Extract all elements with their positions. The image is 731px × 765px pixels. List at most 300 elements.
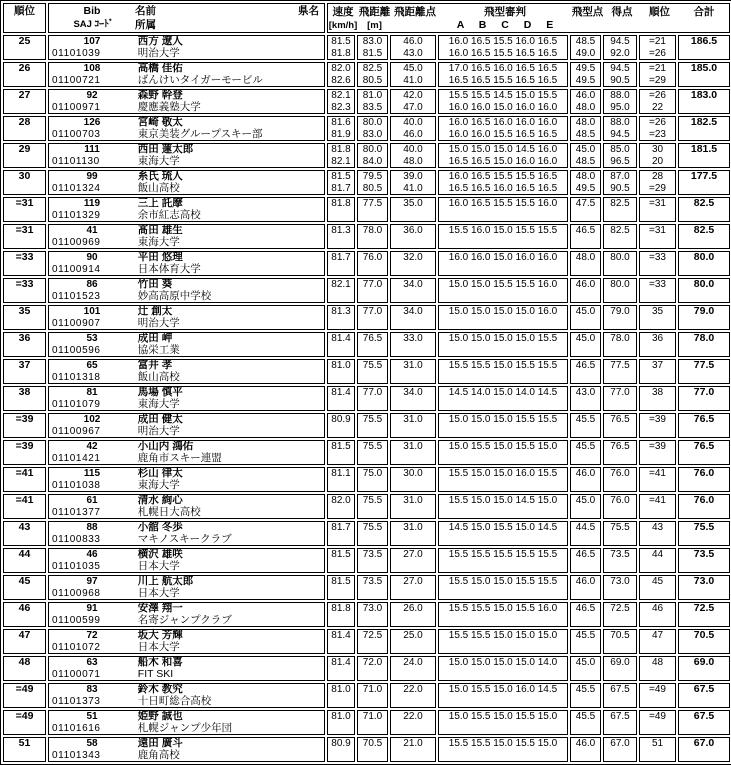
athlete-cell: [48, 521, 325, 546]
distance-jump2: [358, 534, 387, 546]
style-points-jump2: [571, 561, 600, 573]
judges-cell: [438, 413, 568, 438]
speed-cell: [327, 62, 355, 87]
speed-jump2: [328, 372, 354, 384]
distance-points-jump2: [391, 642, 435, 654]
style-points-cell: [570, 629, 601, 654]
points-jump2: [604, 372, 636, 384]
rank-cell: [3, 629, 46, 654]
rank2-cell: [639, 170, 676, 195]
speed-jump2: [328, 318, 354, 330]
col-total-label: 合計: [693, 5, 715, 18]
jump-rank-jump1: =21: [649, 63, 666, 74]
style-points-jump1: 44.5: [575, 522, 596, 533]
points-cell: [603, 251, 637, 276]
rank2-cell: [639, 548, 676, 573]
bib-number: 107: [83, 36, 101, 47]
judge-scores-jump2: 16.5 16.5 15.0 16.0 16.0: [448, 155, 558, 167]
distance-cell: [357, 710, 388, 735]
jump-rank-jump1: =31: [649, 225, 666, 236]
style-points-jump2: 48.0: [575, 101, 596, 113]
speed-jump2: [328, 480, 354, 492]
distance-points-jump1: 32.0: [403, 252, 423, 263]
total-cell: [678, 143, 730, 168]
athlete-name: 宮崎 敬太: [137, 116, 183, 128]
speed-jump2: 81.8: [331, 47, 351, 59]
affiliation: ばんけいタイガーモービル: [137, 73, 263, 86]
rank-value: 28: [18, 116, 31, 128]
speed-cell: [327, 413, 355, 438]
style-points-jump2: [571, 426, 600, 438]
style-points-jump1: 48.0: [575, 252, 596, 263]
jump-rank-jump2: =29: [649, 182, 666, 194]
points-jump2: 90.5: [610, 74, 630, 86]
athlete-name: 森野 幹登: [137, 89, 183, 101]
rank-value: 44: [18, 548, 31, 560]
distance-cell: [357, 548, 388, 573]
jump-rank-jump2: [640, 318, 675, 330]
total-points: 76.5: [693, 413, 715, 425]
athlete-cell: [48, 683, 325, 708]
jump-rank-jump2: [640, 237, 675, 249]
distance-points-jump2: 47.0: [403, 101, 423, 113]
points-jump1: 67.5: [610, 711, 630, 722]
distance-points-jump2: [391, 426, 435, 438]
distance-jump2: [358, 588, 387, 600]
speed-jump1: 81.4: [331, 387, 351, 398]
total-cell: [678, 629, 730, 654]
distance-jump1: 76.0: [362, 252, 383, 263]
athlete-cell: [48, 278, 325, 303]
distance-jump2: [358, 507, 387, 519]
points-cell: [603, 737, 637, 762]
points-cell: [603, 602, 637, 627]
points-cell: [603, 575, 637, 600]
judges-cell: [438, 116, 568, 141]
affiliation: 飯山高校: [137, 181, 180, 194]
judge-scores-jump2: [439, 291, 567, 303]
rank2-cell: [639, 737, 676, 762]
speed-jump2: [328, 642, 354, 654]
distance-jump1: 75.5: [362, 522, 383, 533]
jump-rank-jump2: [640, 642, 675, 654]
affiliation: 名寄ジャンプクラブ: [137, 613, 232, 626]
jump-rank-jump1: 48: [651, 657, 664, 668]
jump-rank-jump1: 45: [651, 576, 664, 587]
points-jump2: [604, 345, 636, 357]
distance-points-jump2: [391, 318, 435, 330]
bib-number: 42: [86, 441, 98, 452]
total-cell: [678, 170, 730, 195]
speed-jump2: [328, 453, 354, 465]
points-cell: [603, 332, 637, 357]
jump-rank-jump1: =33: [649, 279, 666, 290]
distance-cell: [357, 35, 388, 60]
speed-cell: [327, 629, 355, 654]
distance-points-jump2: 41.0: [403, 74, 423, 86]
distance-points-jump2: [391, 237, 435, 249]
style-points-cell: [570, 602, 601, 627]
speed-jump2: [328, 534, 354, 546]
distance-points-jump1: 21.0: [403, 738, 423, 749]
points-jump2: 92.0: [610, 47, 630, 59]
rank-value: 26: [18, 62, 31, 74]
distance-points-cell: [390, 521, 436, 546]
judge-scores-jump2: [439, 345, 567, 357]
jump-rank-jump1: 44: [651, 549, 664, 560]
result-row: [3, 737, 730, 762]
jump-rank-jump1: 46: [651, 603, 664, 614]
saj-code: 01101130: [52, 155, 100, 167]
bib-number: 51: [86, 711, 98, 722]
rank-cell: [3, 548, 46, 573]
total-points: 182.5: [690, 116, 718, 128]
total-points: 76.5: [693, 440, 715, 452]
distance-cell: [357, 359, 388, 384]
judge-scores-jump1: 17.0 16.5 16.0 16.5 16.5: [448, 63, 558, 74]
saj-code: 01100914: [52, 263, 101, 275]
distance-points-jump2: [391, 210, 435, 222]
result-row: [3, 683, 730, 708]
speed-cell: [327, 521, 355, 546]
style-points-cell: [570, 35, 601, 60]
athlete-name: 成田 岬: [137, 332, 173, 344]
style-points-jump1: 45.5: [575, 441, 596, 452]
speed-jump2: [328, 696, 354, 708]
rank2-cell: [639, 251, 676, 276]
athlete-cell: [48, 143, 325, 168]
style-points-jump1: 45.5: [575, 711, 596, 722]
judge-scores-jump2: 16.0 16.5 15.5 16.5 16.5: [448, 47, 558, 59]
total-cell: [678, 467, 730, 492]
judges-cell: [438, 332, 568, 357]
saj-code: 01100833: [52, 533, 101, 545]
rank-value: =49: [15, 710, 34, 722]
rank-value: 38: [18, 386, 31, 398]
judges-cell: [438, 89, 568, 114]
distance-jump2: [358, 210, 387, 222]
style-points-jump1: 46.0: [575, 576, 596, 587]
result-row: [3, 116, 730, 141]
speed-jump1: 82.1: [331, 279, 351, 290]
speed-jump2: 82.3: [331, 101, 351, 113]
style-points-cell: [570, 710, 601, 735]
athlete-cell: [48, 629, 325, 654]
total-points: 73.5: [693, 548, 715, 560]
rank2-cell: [639, 656, 676, 681]
bib-number: 111: [84, 144, 100, 155]
points-jump1: 94.5: [610, 36, 630, 47]
athlete-name: 横沢 雄咲: [137, 548, 183, 560]
total-points: 76.0: [693, 467, 715, 479]
total-cell: [678, 521, 730, 546]
rank2-cell: [639, 710, 676, 735]
col-bib-name-header: [48, 3, 325, 33]
distance-jump2: [358, 669, 387, 681]
bib-number: 83: [86, 684, 98, 695]
athlete-name: 高橋 佳佑: [137, 62, 183, 74]
affiliation: 札幌ジャンプ少年団: [137, 721, 233, 734]
speed-jump1: 81.5: [331, 171, 351, 182]
judge-scores-jump2: 16.5 16.5 15.5 16.5 16.5: [448, 74, 558, 86]
distance-points-jump2: 48.0: [403, 155, 423, 167]
distance-jump1: 71.0: [362, 684, 383, 695]
judge-scores-jump2: [439, 318, 567, 330]
distance-points-cell: [390, 575, 436, 600]
style-points-cell: [570, 521, 601, 546]
points-cell: [603, 170, 637, 195]
rank-value: 48: [18, 656, 31, 668]
speed-cell: [327, 89, 355, 114]
distance-points-jump1: 45.0: [403, 63, 423, 74]
speed-jump1: 81.7: [331, 252, 351, 263]
jump-rank-jump1: =21: [649, 36, 666, 47]
speed-jump1: 81.7: [331, 522, 351, 533]
distance-jump2: [358, 372, 387, 384]
distance-points-jump2: [391, 372, 435, 384]
rank-value: =31: [15, 197, 34, 209]
distance-jump2: [358, 615, 387, 627]
distance-points-cell: [390, 305, 436, 330]
judge-scores-jump2: [439, 642, 567, 654]
jump-rank-jump2: [640, 696, 675, 708]
saj-code: 01100967: [52, 425, 101, 437]
points-jump2: [604, 426, 636, 438]
judges-cell: [438, 224, 568, 249]
judge-scores-jump1: 15.5 15.0 15.0 16.0 15.5: [448, 468, 558, 479]
total-cell: [678, 278, 730, 303]
speed-jump2: 81.7: [331, 182, 351, 194]
distance-points-jump1: 27.0: [403, 549, 423, 560]
style-points-jump2: [571, 588, 600, 600]
rank-value: 47: [18, 629, 31, 641]
points-jump2: [604, 237, 636, 249]
rank-cell: [3, 143, 46, 168]
distance-jump2: 81.5: [362, 47, 383, 59]
rank-value: 45: [18, 575, 31, 587]
judge-scores-jump1: 15.0 15.0 15.0 15.0 16.0: [448, 306, 558, 317]
distance-points-jump1: 31.0: [403, 360, 423, 371]
speed-jump1: 81.3: [331, 306, 351, 317]
affiliation: 日本大学: [137, 640, 180, 653]
result-row: [3, 629, 730, 654]
style-points-jump2: [571, 345, 600, 357]
points-jump1: 88.0: [610, 117, 630, 128]
speed-cell: [327, 683, 355, 708]
points-jump1: 82.5: [610, 198, 630, 209]
speed-jump1: 81.5: [331, 36, 351, 47]
athlete-cell: [48, 170, 325, 195]
speed-jump1: 80.9: [331, 738, 351, 749]
rank-value: 46: [18, 602, 31, 614]
distance-points-cell: [390, 332, 436, 357]
points-jump1: 75.5: [610, 522, 630, 533]
rank2-cell: [639, 440, 676, 465]
distance-jump1: 79.5: [362, 171, 383, 182]
result-row: [3, 35, 730, 60]
distance-cell: [357, 197, 388, 222]
distance-jump2: [358, 237, 387, 249]
points-jump1: 73.0: [610, 576, 630, 587]
bib-number: 126: [83, 117, 101, 128]
athlete-cell: [48, 251, 325, 276]
distance-points-jump2: [391, 723, 435, 735]
distance-jump2: [358, 291, 387, 303]
rank-value: =39: [15, 440, 34, 452]
athlete-name: 糸氏 琉人: [137, 170, 183, 182]
rank-cell: [3, 575, 46, 600]
speed-cell: [327, 386, 355, 411]
judges-cell: [438, 386, 568, 411]
distance-cell: [357, 305, 388, 330]
judge-scores-jump2: [439, 210, 567, 222]
rank2-cell: [639, 521, 676, 546]
rank2-cell: [639, 116, 676, 141]
jump-rank-jump2: [640, 561, 675, 573]
distance-jump2: [358, 696, 387, 708]
distance-points-cell: [390, 143, 436, 168]
judge-scores-jump2: [439, 534, 567, 546]
distance-cell: [357, 143, 388, 168]
rank-value: =33: [15, 278, 34, 290]
speed-cell: [327, 656, 355, 681]
speed-jump2: [328, 588, 354, 600]
distance-points-jump1: 27.0: [403, 576, 423, 587]
points-jump2: [604, 453, 636, 465]
rank2-cell: [639, 278, 676, 303]
saj-code: 01101523: [52, 290, 101, 302]
style-points-jump1: 45.5: [575, 630, 596, 641]
distance-points-jump1: 31.0: [403, 441, 423, 452]
jump-rank-jump2: [640, 453, 675, 465]
col-rank-header: 順位: [3, 3, 46, 33]
style-points-jump1: 46.5: [575, 549, 596, 560]
speed-cell: [327, 710, 355, 735]
points-cell: [603, 656, 637, 681]
rank-value: 37: [18, 359, 31, 371]
points-cell: [603, 683, 637, 708]
saj-code: 01100721: [52, 74, 101, 86]
rank-cell: [3, 413, 46, 438]
judges-cell: [438, 494, 568, 519]
saj-code: 01101039: [52, 47, 101, 59]
style-points-jump2: [571, 210, 600, 222]
speed-jump2: [328, 615, 354, 627]
total-cell: [678, 359, 730, 384]
distance-jump2: [358, 480, 387, 492]
speed-jump2: 81.9: [331, 128, 351, 140]
judges-cell: [438, 710, 568, 735]
total-cell: [678, 197, 730, 222]
athlete-name: 富井 孝: [137, 359, 173, 371]
distance-jump2: [358, 561, 387, 573]
athlete-name: 清水 絢心: [137, 494, 183, 506]
athlete-cell: [48, 197, 325, 222]
jump-rank-jump2: [640, 210, 675, 222]
rank-value: 30: [18, 170, 31, 182]
speed-cell: [327, 251, 355, 276]
points-jump2: [604, 318, 636, 330]
judge-scores-jump2: [439, 696, 567, 708]
points-jump1: 80.0: [610, 252, 630, 263]
athlete-name: 竹田 葵: [137, 278, 173, 290]
rank-value: 29: [18, 143, 31, 155]
style-points-jump1: 47.5: [575, 198, 596, 209]
saj-code: 01101072: [52, 641, 101, 653]
jump-rank-jump2: [640, 399, 675, 411]
judges-cell: [438, 602, 568, 627]
affiliation: 札幌日大高校: [137, 505, 201, 518]
speed-jump2: [328, 264, 354, 276]
affiliation: 明治大学: [137, 424, 180, 437]
judges-cell: [438, 62, 568, 87]
distance-points-cell: [390, 413, 436, 438]
jump-rank-jump2: [640, 723, 675, 735]
affiliation: 鹿角市スキー連盟: [137, 451, 222, 464]
bib-number: 97: [86, 576, 98, 587]
result-row: [3, 575, 730, 600]
style-points-cell: [570, 224, 601, 249]
speed-cell: [327, 575, 355, 600]
speed-jump1: 82.0: [331, 495, 351, 506]
bib-number: 99: [86, 171, 98, 182]
judge-scores-jump1: 16.0 16.5 16.0 16.0 16.0: [448, 117, 558, 128]
rank-cell: [3, 656, 46, 681]
jump-rank-jump1: 35: [651, 306, 664, 317]
distance-jump1: 75.0: [362, 468, 383, 479]
jump-rank-jump1: =49: [649, 684, 666, 695]
distance-jump1: 81.0: [362, 90, 383, 101]
style-points-jump1: 46.5: [575, 225, 596, 236]
style-points-cell: [570, 467, 601, 492]
speed-jump2: [328, 210, 354, 222]
distance-jump1: 77.0: [362, 279, 383, 290]
style-points-cell: [570, 197, 601, 222]
distance-points-cell: [390, 251, 436, 276]
jump-rank-jump1: 37: [651, 360, 664, 371]
distance-points-jump2: [391, 561, 435, 573]
jump-rank-jump2: [640, 426, 675, 438]
rank-cell: [3, 359, 46, 384]
distance-points-cell: [390, 170, 436, 195]
distance-cell: [357, 278, 388, 303]
distance-points-cell: [390, 683, 436, 708]
points-jump2: [604, 642, 636, 654]
judge-scores-jump1: 15.5 15.5 15.0 15.5 15.0: [448, 738, 558, 749]
judges-cell: [438, 440, 568, 465]
rank2-cell: [639, 143, 676, 168]
judge-scores-jump2: [439, 480, 567, 492]
rank-value: =49: [15, 683, 34, 695]
points-jump2: [604, 480, 636, 492]
distance-jump2: [358, 723, 387, 735]
style-points-jump2: 48.5: [575, 155, 596, 167]
style-points-cell: [570, 413, 601, 438]
affiliation: 日本体育大学: [137, 262, 201, 275]
distance-jump2: [358, 264, 387, 276]
style-points-cell: [570, 359, 601, 384]
athlete-cell: [48, 710, 325, 735]
athlete-name: 杉山 律太: [137, 467, 183, 479]
bib-number: 108: [83, 63, 101, 74]
rank-value: =41: [15, 494, 34, 506]
judge-scores-jump2: [439, 669, 567, 681]
saj-code: 01100971: [52, 101, 101, 113]
points-jump2: [604, 750, 636, 762]
distance-cell: [357, 224, 388, 249]
judge-scores-jump1: 14.5 15.0 15.5 15.0 14.5: [448, 522, 558, 533]
affiliation: 東海大学: [137, 397, 180, 410]
